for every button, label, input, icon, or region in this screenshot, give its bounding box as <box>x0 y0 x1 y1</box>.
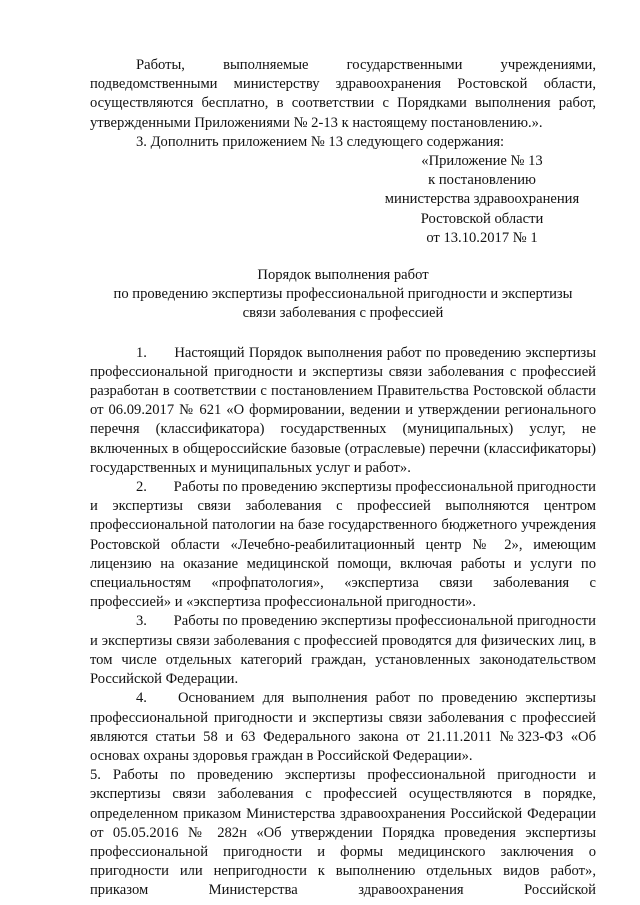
item-text: Работы по проведению экспертизы профессиональной пригодности и экспертизы связи заболевания с профессией проводятся для физических лиц, в том числе отдельных категорий граждан, установленных законодательством Российской Федерации. <box>90 613 596 688</box>
appendix-line-1: «Приложение № 13 <box>421 153 543 170</box>
item-text: Основанием для выполнения работ по проведению экспертизы профессиональной пригодности и экспертизы связи заболевания с профессией являются статьи 58 и 63 Федерального закона от 21.11.2011 №323-ФЗ «Об основах охраны здоровья граждан в Российской Федерации». <box>90 690 596 764</box>
numbered-item-5: 5. Работы по проведению экспертизы профессиональной пригодности и экспертизы связи заболевания с профессией осуществляются в порядке, определенном приказом Министерства здравоохранения Российской Федерации от 05.05.2016 № 282н «Об утверждении Порядка проведения экспертизы профессиональной пригодности и формы медицинского заключения о пригодности или непригодности к выполнению отдельных видов работ», приказом Министерства здравоохранения Российской <box>90 767 596 899</box>
intro-item-3: 3. Дополнить приложением № 13 следующего содержания: <box>136 133 505 150</box>
item-number: 1. <box>136 344 147 361</box>
numbered-item-2 <box>90 478 596 612</box>
numbered-item-4 <box>90 689 596 766</box>
appendix-line-2: к постановлению <box>428 172 536 189</box>
appendix-header <box>382 152 582 248</box>
intro-paragraph: Работы, выполняемые государственными учреждениями, подведомственными министерству здравоохранения Ростовской области, осуществляются бесплатно, в соответствии с Порядками выполнения работ, утвержденными Приложениями № 2-13 к настоящему постановлению.». <box>90 57 596 131</box>
document-title <box>90 266 596 324</box>
numbered-item-3 <box>90 612 596 689</box>
appendix-line-5: от 13.10.2017 № 1 <box>426 229 538 246</box>
title-line-1: Порядок выполнения работ <box>257 267 429 284</box>
numbered-item-1 <box>90 344 596 478</box>
title-line-3: связи заболевания с профессией <box>242 305 444 322</box>
item-number: 4. <box>136 690 147 707</box>
appendix-line-4: Ростовской области <box>420 210 544 227</box>
item-number: 2. <box>136 479 147 496</box>
appendix-line-3: министерства здравоохранения <box>384 191 580 208</box>
item-text: Работы по проведению экспертизы профессиональной пригодности и экспертизы связи заболевания с профессией выполняются центром профессиональной патологии на базе государственного бюджетного учреждения Ростовской области «Лечебно-реабилитационный центр № 2», имеющим лицензию на оказание медицинской помощи, включая работы и услуги по специальностям «профпатология», «экспертиза связи заболевания с профессией» и «экспертиза профессиональной пригодности». <box>90 479 596 611</box>
title-line-2: по проведению экспертизы профессиональной пригодности и экспертизы <box>113 286 573 303</box>
item-number: 3. <box>136 613 147 630</box>
item-text: Настоящий Порядок выполнения работ по проведению экспертизы профессиональной пригодности и экспертизы связи заболевания с профессией разработан в соответствии с постановлением Правительства Ростовской области от 06.09.2017 № 621 «О формировании, ведении и утверждении регионального перечня (классификатора) государственных (муниципальных) услуг, не включенных в общероссийские базовые (отраслевые) перечни (классификаторы) государственных и муниципальных услуг и работ». <box>90 344 596 476</box>
